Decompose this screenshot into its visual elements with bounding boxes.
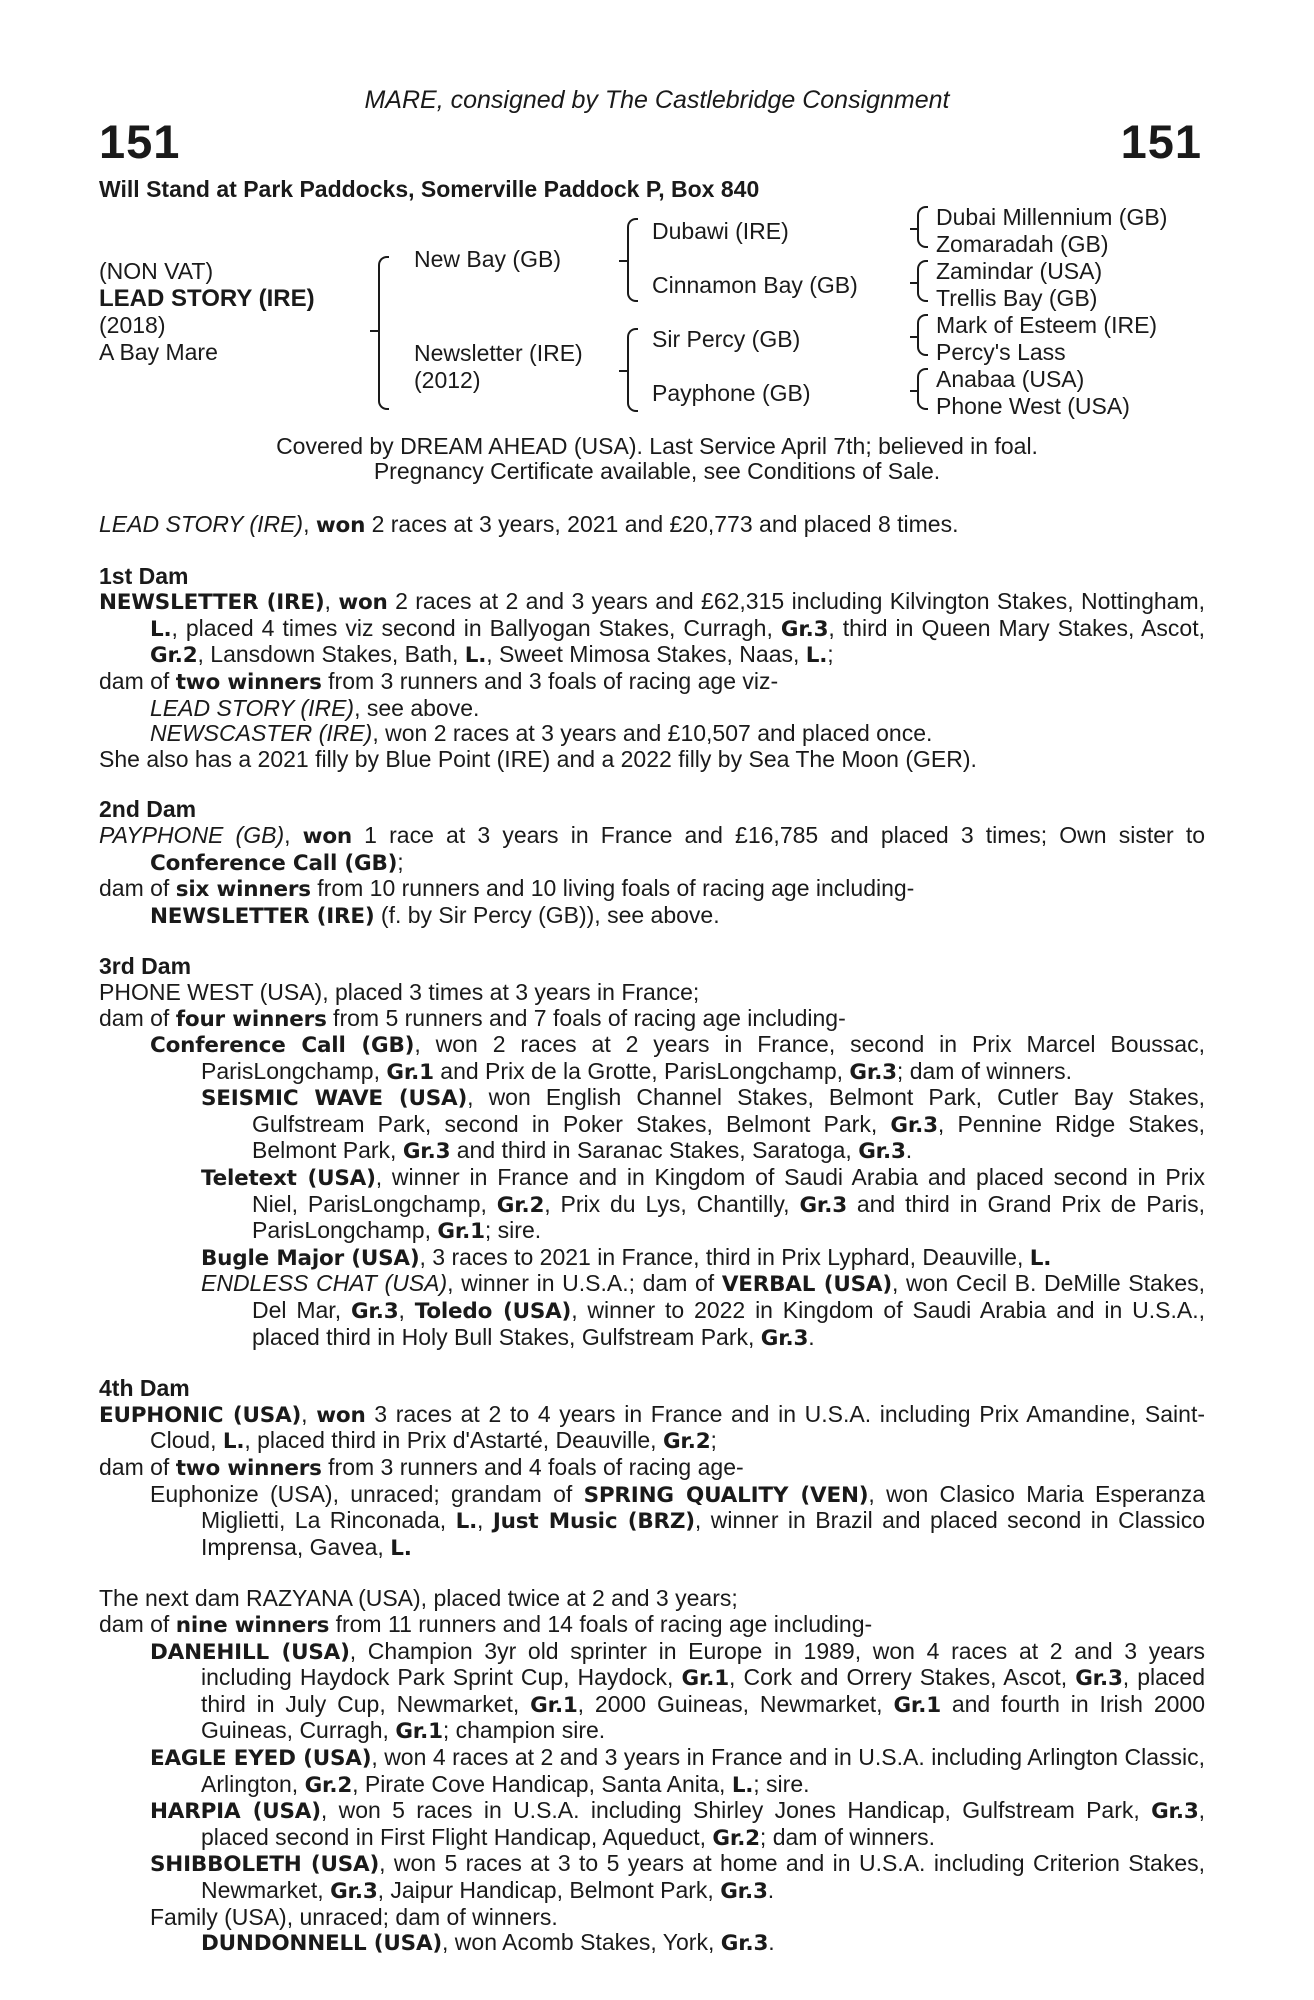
text-run: ; champion sire. [442,1717,606,1744]
text-run: 1 race at 3 years in France and £16,785 and placed 3 times; Own sister to [352,821,1206,848]
text-run: ; [710,1427,717,1454]
text-run: ; sire. [484,1217,542,1244]
text-run: , won 5 races in U.S.A. including Shirley Jones Handicap, Gulfstream Park, [320,1797,1152,1824]
progeny-item [99,1245,1205,1272]
text-run: and fourth in Irish 2000 Guineas, Curragh, [201,1690,1205,1744]
won-label: won [315,513,366,538]
text-run: dam of [99,1610,176,1637]
winners-count: nine winners [175,1612,330,1638]
progeny-name: HARPIA (USA) [150,1799,321,1825]
brace-ggp-3-top [917,314,928,338]
text-run: from 11 runners and 14 foals of racing age including- [329,1610,873,1637]
text-run: , won English Channel Stakes, Belmont Park, Cutler Bay Stakes, Gulfstream Park, second in Poker Stakes, Belmont Park, [252,1084,1206,1137]
text-run: , Jaipur Handicap, Belmont Park, [377,1876,721,1903]
progeny-item [99,1085,1205,1165]
text-run: dam of [99,875,176,902]
progeny-name: Conference Call (GB) [150,1033,415,1059]
brace-sire-point [619,260,627,262]
text-run: , won Cecil B. DeMille Stakes, Del Mar, [252,1270,1205,1324]
fourth-dam-produce [99,1455,1205,1482]
grade-label: Gr.1 [893,1692,941,1718]
listed-label: L. [390,1535,412,1561]
grade-label: Gr.2 [496,1192,545,1218]
grade-label: Gr.1 [395,1719,443,1745]
grade-label: Gr.3 [1075,1666,1123,1692]
brace-main-bottom [378,330,389,410]
covered-line-2: Pregnancy Certificate available, see Conditions of Sale. [373,458,941,484]
first-dam-produce [99,669,1205,696]
winners-count: two winners [175,1456,322,1481]
text-run: and third in Grand Prix de Paris, ParisLongchamp, [252,1190,1205,1244]
text-run: , winner to 2022 in Kingdom of Saudi Arabia and in U.S.A., placed third in Holy Bull Stakes, Gulfstream Park, [252,1297,1206,1350]
text-run: , 3 races to 2021 in France, third in Prix Lyphard, Deauville, [419,1243,1030,1270]
listed-label: L. [1029,1245,1052,1271]
ggp-6: Percy's Lass [936,339,1066,365]
brace-dam-point [619,370,627,372]
lot-number-left: 151 [99,115,181,168]
sire-name: New Bay (GB) [414,246,561,272]
grade-label: Gr.3 [720,1878,768,1904]
heading-3rd-dam: 3rd Dam [99,953,192,980]
third-dam-record: PHONE WEST (USA), placed 3 times at 3 years in France; [99,978,700,1005]
next-dam-produce [99,1612,1205,1639]
grade-label: Gr.2 [304,1772,353,1798]
horse-description: A Bay Mare [99,339,218,365]
progeny-item [99,1482,1205,1562]
progeny-item [99,721,1205,747]
text-run: , winner in France and in Kingdom of Saudi Arabia and placed second in Prix Niel, ParisLongchamp, [252,1164,1205,1217]
ggp-7: Anabaa (USA) [936,366,1085,392]
lot-number-right: 151 [1120,115,1202,168]
text-run: . [768,1929,775,1956]
grade-label: Gr.3 [720,1931,769,1957]
progeny-item: Family (USA), unraced; dam of winners. [150,1903,558,1930]
grade-label: Gr.3 [780,616,829,642]
text-run: , winner in Brazil and placed second in Classico Imprensa, Gavea, [201,1507,1206,1560]
ggp-8: Phone West (USA) [936,393,1130,419]
listed-label: L. [731,1772,754,1798]
first-dam-also: She also has a 2021 filly by Blue Point (IRE) and a 2022 filly by Sea The Moon (GER). [99,745,977,772]
progeny-item [99,903,1205,930]
text-run: , Prix du Lys, Chantilly, [544,1190,800,1217]
ggp-3: Zamindar (USA) [936,258,1103,284]
fourth-dam-name: EUPHONIC (USA) [99,1402,302,1428]
text-run: and third in Saranac Stakes, Saratoga, [450,1137,859,1164]
text-run: , Cork and Orrery Stakes, Ascot, [729,1664,1076,1691]
covered-line-1: Covered by DREAM AHEAD (USA). Last Service April 7th; believed in foal. [276,433,1038,459]
progeny-name: ENDLESS CHAT (USA) [201,1270,448,1297]
progeny-item [99,1271,1205,1351]
progeny-item [99,1165,1205,1245]
progeny-name: Bugle Major (USA) [201,1245,420,1271]
brace-dam-bottom [627,370,638,412]
stand-location: Will Stand at Park Paddocks, Somerville Paddock P, Box 840 [99,176,760,202]
consignment-line: MARE, consigned by The Castlebridge Consignment [364,86,950,114]
listed-label: L. [805,643,828,669]
sire-sire: Dubawi (IRE) [652,218,789,244]
grade-label: Gr.1 [681,1666,730,1692]
grade-label: Gr.3 [402,1139,451,1165]
first-dam-record: NEWSLETTER (IRE), won 2 races at 2 and 3 years and £62,315 including Kilvington Stakes, Nottingham, L., placed 4 times viz second in Ballyogan Stakes, Curragh, Gr.3, third in Queen Mary Stakes, Ascot, Gr.2, Lansdown Stakes, Bath, L., Sweet Mimosa Stakes, Naas, L.; [99,588,1206,669]
text-run: ; dam of winners. [896,1057,1073,1084]
text-run: , placed third in July Cup, Newmarket, [201,1664,1205,1717]
text-run: , won 4 races at 2 and 3 years in France and in U.S.A. including Arlington Classic, Arlington, [201,1743,1205,1797]
listed-label: L. [150,616,172,642]
progeny-name: NEWSLETTER (IRE) [150,903,375,929]
text-run: from 3 runners and 3 foals of racing age viz- [321,667,779,694]
dam-dam: Payphone (GB) [652,380,811,406]
won-label: won [338,590,388,616]
winners-count: four winners [175,1006,327,1032]
text-run: , third in Queen Mary Stakes, Ascot, [828,614,1205,641]
brace-ggp-1-bottom [917,228,928,248]
second-dam-produce [99,876,1205,903]
text-run: , Pennine Ridge Stakes, Belmont Park, [252,1110,1205,1164]
dam-year: (2012) [414,367,481,393]
text-run: ; dam of winners. [759,1823,936,1850]
grade-label: Gr.3 [330,1878,378,1904]
text-run: , won 2 races at 2 years in France, second in Prix Marcel Boussac, ParisLongchamp, [201,1031,1205,1084]
horse-year: (2018) [99,312,166,338]
text-run: , Pirate Cove Handicap, Santa Anita, [352,1770,732,1797]
ggp-1: Dubai Millennium (GB) [936,204,1168,230]
listed-label: L. [222,1429,245,1455]
text-run: ; [397,848,404,875]
next-dam-record: The next dam RAZYANA (USA), placed twice at 2 and 3 years; [99,1585,738,1612]
third-dam-produce [99,1006,1205,1033]
heading-1st-dam: 1st Dam [99,562,189,589]
grade-label: Gr.3 [849,1059,897,1085]
progeny-name: SPRING QUALITY (VEN) [583,1482,869,1508]
text-run: dam of [99,1454,176,1480]
progeny-item [99,1798,1205,1851]
progeny-name: DANEHILL (USA) [150,1639,350,1665]
listed-label: L. [455,1509,478,1535]
grade-label: Gr.1 [386,1059,434,1085]
text-run: from 5 runners and 7 foals of racing age including- [326,1004,846,1031]
grade-label: Gr.3 [350,1299,399,1325]
text-run: ; sire. [753,1770,810,1797]
dam-name: Newsletter (IRE) [414,340,583,366]
text-run: from 3 runners and 4 foals of racing age- [321,1454,744,1480]
heading-4th-dam: 4th Dam [99,1375,190,1402]
text-run: , won 5 races at 3 to 5 years at home and in U.S.A. including Criterion Stakes, Newmarket, [201,1850,1205,1903]
progeny-item [99,1930,1205,1957]
text-run: 3 races at 2 to 4 years in France and in U.S.A. including Prix Amandine, Saint-Cloud, [150,1400,1206,1454]
ggp-4: Trellis Bay (GB) [936,285,1098,311]
progeny-item [99,1745,1205,1798]
text-run: , Sweet Mimosa Stakes, Naas, [486,641,806,668]
progeny-name: Teletext (USA) [201,1166,376,1192]
grade-label: Gr.3 [1151,1799,1199,1825]
intro-text: 2 races at 3 years, 2021 and £20,773 and placed 8 times. [365,511,959,537]
text-run: , [477,1507,493,1534]
won-label: won [316,1402,366,1428]
ggp-2: Zomaradah (GB) [936,231,1109,257]
brace-ggp-4-bottom [917,390,928,410]
text-run: , won Clasico Maria Esperanza Miglietti, La Rinconada, [201,1480,1205,1534]
grade-label: Gr.2 [712,1825,760,1851]
progeny-item [99,1639,1205,1745]
sire-dam: Cinnamon Bay (GB) [652,272,858,298]
grade-label: Gr.2 [150,643,198,669]
brace-ggp-2-bottom [917,282,928,302]
text-run: , see above. [354,694,480,721]
progeny-name: DUNDONNELL (USA) [201,1931,443,1957]
grade-label: Gr.3 [890,1112,938,1138]
intro-paragraph: LEAD STORY (IRE), won 2 races at 3 years, 2021 and £20,773 and placed 8 times. [99,511,959,538]
brace-ggp-1-top [917,206,928,230]
intro-horse: LEAD STORY (IRE) [99,511,304,537]
covered-note [0,434,1314,484]
text-run: , placed third in Prix d'Astarté, Deauville, [244,1427,663,1454]
progeny-name: EAGLE EYED (USA) [150,1745,372,1771]
text-run: (f. by Sir Percy (GB)), see above. [374,901,720,928]
horse-name: LEAD STORY (IRE) [99,285,315,312]
progeny-name: LEAD STORY (IRE) [150,694,355,721]
fourth-dam-record: EUPHONIC (USA), won 3 races at 2 to 4 years in France and in U.S.A. including Prix Amandine, Saint-Cloud, L., placed third in Prix d'Astarté, Deauville, Gr.2; [99,1400,1206,1455]
text-run: . [767,1876,775,1903]
progeny-item [99,1032,1205,1085]
text-run: , placed second in First Flight Handicap, Aqueduct, [201,1797,1205,1850]
text-run: ; [827,641,834,668]
progeny-name: Just Music (BRZ) [492,1509,695,1535]
ggp-5: Mark of Esteem (IRE) [936,312,1158,338]
grade-label: Gr.1 [437,1219,485,1245]
grade-label: Gr.3 [760,1325,809,1351]
brace-sire-top [627,218,638,262]
vat-status: (NON VAT) [99,258,214,284]
text-run: . [808,1323,815,1350]
progeny-item [99,1851,1205,1904]
listed-label: L. [464,643,487,669]
won-label: won [302,823,353,849]
heading-2nd-dam: 2nd Dam [99,796,197,823]
progeny-name: SEISMIC WAVE (USA) [201,1086,468,1112]
brace-ggp-4-top [917,368,928,392]
text-run: , Champion 3yr old sprinter in Europe in 1989, won 4 races at 2 and 3 years including Haydock Park Sprint Cup, Haydock, [201,1637,1205,1691]
text-run: , Lansdown Stakes, Bath, [197,641,465,668]
brace-main-top [378,256,389,332]
text-run: , won 2 races at 3 years and £10,507 and placed once. [372,720,933,747]
text-run: , [398,1297,415,1324]
sister-name: Conference Call (GB) [150,850,398,876]
progeny-name: VERBAL (USA) [721,1272,892,1298]
brace-ggp-2-top [917,260,928,284]
winners-count: two winners [175,669,322,695]
dam-sire: Sir Percy (GB) [652,326,801,352]
text-run: , placed 4 times viz second in Ballyogan Stakes, Curragh, [171,614,781,641]
progeny-name: Toledo (USA) [414,1299,572,1325]
brace-dam-top [627,328,638,372]
text-run: and Prix de la Grotte, ParisLongchamp, [433,1057,850,1084]
text-run: , winner in U.S.A.; dam of [447,1270,722,1297]
text-run: 2 races at 2 and 3 years and £62,315 including Kilvington Stakes, Nottingham, [387,588,1206,615]
second-dam-name: PAYPHONE (GB) [99,821,285,848]
brace-ggp-3-bottom [917,336,928,356]
text-run: dam of [99,667,176,694]
second-dam-record: PAYPHONE (GB), won 1 race at 3 years in France and £16,785 and placed 3 times; Own sister to Conference Call (GB); [99,821,1206,876]
text-run: from 10 runners and 10 living foals of racing age including- [310,875,915,902]
progeny-name: SHIBBOLETH (USA) [150,1852,380,1878]
catalogue-body [99,512,1205,1957]
text-run: . [905,1137,913,1164]
brace-main-point [370,330,378,332]
text-run: Euphonize (USA), unraced; grandam of [150,1480,584,1507]
grade-label: Gr.2 [662,1429,711,1455]
text-run: , won Acomb Stakes, York, [442,1929,721,1956]
grade-label: Gr.1 [530,1692,578,1718]
progeny-name: NEWSCASTER (IRE) [150,720,373,747]
winners-count: six winners [175,877,311,903]
text-run: dam of [99,1004,176,1031]
progeny-item [99,696,1205,722]
brace-sire-bottom [627,260,638,302]
first-dam-name: NEWSLETTER (IRE) [99,590,325,616]
grade-label: Gr.3 [858,1139,906,1165]
grade-label: Gr.3 [799,1192,847,1218]
text-run: , 2000 Guineas, Newmarket, [577,1690,894,1717]
